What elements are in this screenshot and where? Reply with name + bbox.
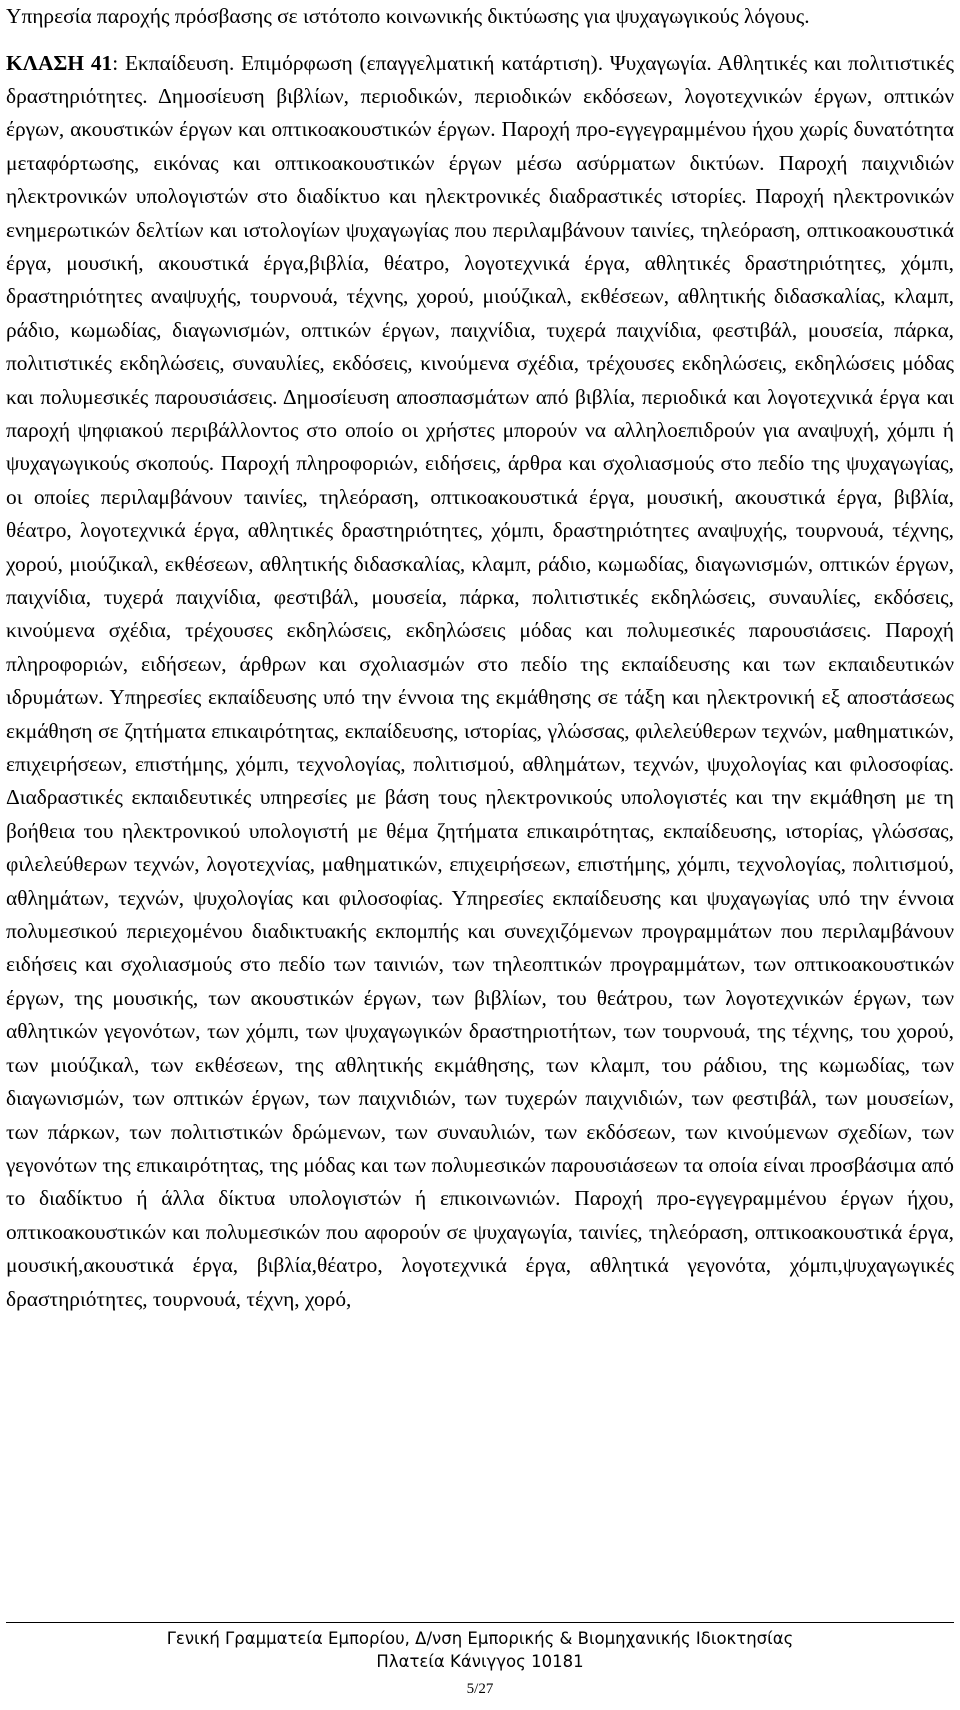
- document-body: [6, 0, 954, 1316]
- class-separator: :: [112, 50, 119, 75]
- page-footer: [0, 1627, 960, 1673]
- footer-address: Πλατεία Κάνιγγος 10181: [376, 1652, 584, 1671]
- intro-service-text: Υπηρεσία παροχής πρόσβασης σε ιστότοπο κοινωνικής δικτύωσης για ψυχαγωγικούς λόγους.: [6, 4, 810, 28]
- footer-divider: [6, 1622, 954, 1623]
- page-number: 5/27: [466, 1681, 494, 1697]
- class-description: Εκπαίδευση. Επιμόρφωση (επαγγελματική κατάρτιση). Ψυχαγωγία. Αθλητικές και πολιτιστικές δραστηριότητες. Δημοσίευση βιβλίων, περιοδικών, περιοδικών εκδόσεων, λογοτεχνικών έργων, οπτικών έργων, ακουστικών έργων και οπτικοακουστικών έργων. Παροχή προ-εγγεγραμμένου ήχου χωρίς δυνατότητα μεταφόρτωσης, εικόνας και οπτικοακουστικών έργων μέσω ασύρματων δικτύων. Παροχή παιχνιδιών ηλεκτρονικών υπολογιστών στο διαδίκτυο και ηλεκτρονικές διαδραστικές ιστορίες. Παροχή ηλεκτρονικών ενημερωτικών δελτίων και ιστολογίων ψυχαγωγίας που περιλαμβάνουν ταινίες, τηλεόραση, οπτικοακουστικά έργα, μουσική, ακουστικά έργα,βιβλία, θέατρο, λογοτεχνικά έργα, αθλητικές δραστηριότητες, χόμπι, δραστηριότητες αναψυχής, τουρνουά, τέχνης, χορού, μιούζικαλ, εκθέσεων, αθλητικής διδασκαλίας, κλαμπ, ράδιο, κωμωδίας, διαγωνισμών, οπτικών έργων, παιχνίδια, τυχερά παιχνίδια, φεστιβάλ, μουσεία, πάρκα, πολιτιστικές εκδηλώσεις, συναυλίες, εκδόσεις, κινούμενα σχέδια, τρέχουσες εκδηλώσεις, εκδηλώσεις μόδας και πολυμεσικές παρουσιάσεις. Δημοσίευση αποσπασμάτων από βιβλία, περιοδικά και λογοτεχνικά έργα και παροχή ψηφιακού περιβάλλοντος στο οποίο οι χρήστες μπορούν να αλληλοεπιδρούν για αναψυχή, χόμπι ή ψυχαγωγικούς σκοπούς. Παροχή πληροφοριών, ειδήσεις, άρθρα και σχολιασμούς στο πεδίο της ψυχαγωγίας, οι οποίες περιλαμβάνουν ταινίες, τηλεόραση, οπτικοακουστικά έργα, μουσική, ακουστικά έργα, βιβλία, θέατρο, λογοτεχνικά έργα, αθλητικές δραστηριότητες, χόμπι, δραστηριότητες αναψυχής, τουρνουά, τέχνης, χορού, μιούζικαλ, εκθέσεων, αθλητικής διδασκαλίας, κλαμπ, ράδιο, κωμωδίας, διαγωνισμών, οπτικών έργων, παιχνίδια, τυχερά παιχνίδια, φεστιβάλ, μουσεία, πάρκα, πολιτιστικές εκδηλώσεις, συναυλίες, εκδόσεις, κινούμενα σχέδια, τρέχουσες εκδηλώσεις, εκδηλώσεις μόδας και πολυμεσικές παρουσιάσεις. Παροχή πληροφοριών, ειδήσεων, άρθρων και σχολιασμών στο πεδίο της εκπαίδευσης και των εκπαιδευτικών ιδρυμάτων. Υπηρεσίες εκπαίδευσης υπό την έννοια της εκμάθησης σε τάξη και ηλεκτρονική εξ αποστάσεως εκμάθηση σε ζητήματα επικαιρότητας, εκπαίδευσης, ιστορίας, γλώσσας, φιλελεύθερων τεχνών, μαθηματικών, επιχειρήσεων, επιστήμης, χόμπι, τεχνολογίας, πολιτισμού, αθλημάτων, τεχνών, ψυχολογίας και φιλοσοφίας. Διαδραστικές εκπαιδευτικές υπηρεσίες με βάση τους ηλεκτρονικούς υπολογιστές και την εκμάθηση με τη βοήθεια του ηλεκτρονικού υπολογιστή με θέμα ζητήματα επικαιρότητας, εκπαίδευσης, ιστορίας, γλώσσας, φιλελεύθερων τεχνών, λογοτεχνίας, μαθηματικών, επιχειρήσεων, επιστήμης, χόμπι, τεχνολογίας, πολιτισμού, αθλημάτων, τεχνών, ψυχολογίας και φιλοσοφίας. Υπηρεσίες εκπαίδευσης και ψυχαγωγίας υπό την έννοια πολυμεσικού περιεχομένου διαδικτυακής εκπομπής και συνεχιζόμενων προγραμμάτων που περιλαμβάνουν ειδήσεις και σχολιασμούς στο πεδίο των ταινιών, των τηλεοπτικών προγραμμάτων, των οπτικοακουστικών έργων, της μουσικής, των ακουστικών έργων, των βιβλίων, του θεάτρου, των λογοτεχνικών έργων, των αθλητικών γεγονότων, των χόμπι, των ψυχαγωγικών δραστηριοτήτων, των τουρνουά, της τέχνης, του χορού, των μιούζικαλ, των εκθέσεων, της αθλητικής εκμάθησης, των κλαμπ, του ράδιου, της κωμωδίας, των διαγωνισμών, των οπτικών έργων, των παιχνιδιών, των τυχερών παιχνιδιών, των φεστιβάλ, των μουσείων, των πάρκων, των πολιτιστικών δρώμενων, των συναυλιών, των εκδόσεων, των κινούμενων σχεδίων, των γεγονότων της επικαιρότητας, της μόδας και των πολυμεσικών παρουσιάσεων τα οποία είναι προσβάσιμα από το διαδίκτυο ή άλλα δίκτυα υπολογιστών ή επικοινωνιών. Παροχή προ-εγγεγραμμένου έργων ήχου, οπτικοακουστικών και πολυμεσικών που αφορούν σε ψυχαγωγία, ταινίες, τηλεόραση, οπτικοακουστικά έργα, μουσική,ακουστικά έργα, βιβλία,θέατρο, λογοτεχνικά έργα, αθλητικά γεγονότα, χόμπι,ψυχαγωγικές δραστηριότητες, τουρνουά, τέχνη, χορό,: [6, 50, 955, 1311]
- class-41-paragraph: [6, 47, 954, 1316]
- footer-organization: Γενική Γραμματεία Εμπορίου, Δ/νση Εμπορικής & Βιομηχανικής Ιδιοκτησίας: [166, 1629, 794, 1648]
- class-label: ΚΛΑΣΗ 41: [6, 50, 113, 75]
